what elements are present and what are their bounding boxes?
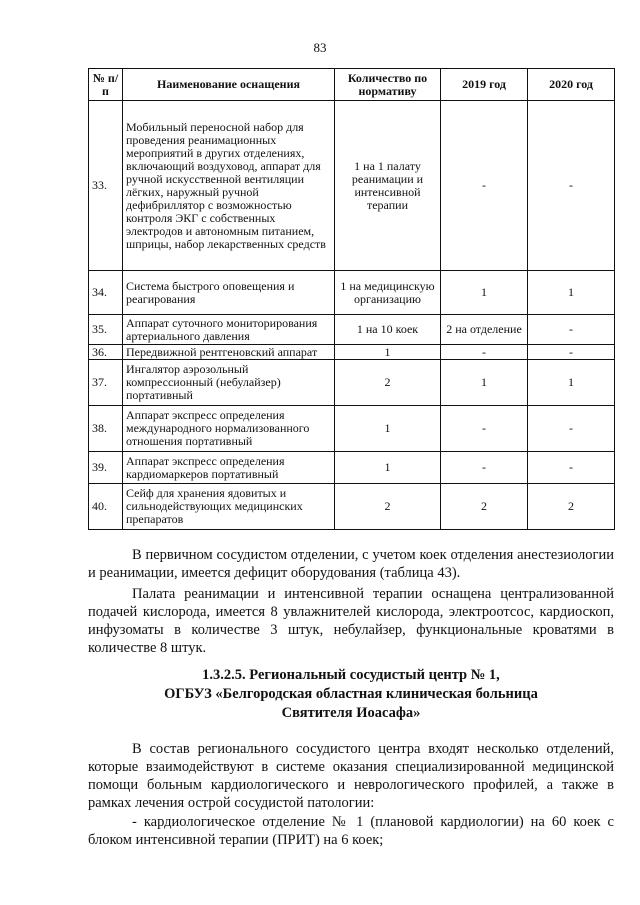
table-row xyxy=(89,360,615,406)
table-row xyxy=(89,484,615,530)
header-num: № п/п xyxy=(89,69,123,101)
row-2019: 2 на отделение xyxy=(441,315,528,345)
row-norm: 1 xyxy=(335,452,441,484)
row-norm: 1 xyxy=(335,406,441,452)
list-item-cardiology: - кардиологическое отделение № 1 (плановой кардиологии) на 60 коек с блоком интенсивной терапии (ПРИТ) на 6 коек; xyxy=(88,814,614,848)
row-norm: 2 xyxy=(335,360,441,406)
table-header-row xyxy=(89,69,615,101)
row-num: 35. xyxy=(89,315,123,345)
table-row xyxy=(89,271,615,315)
row-name: Ингалятор аэрозольный компрессионный (небулайзер) портативный xyxy=(123,360,335,406)
row-2019: - xyxy=(441,406,528,452)
row-2019: - xyxy=(441,345,528,360)
row-name: Аппарат экспресс определения кардиомаркеров портативный xyxy=(123,452,335,484)
row-2019: - xyxy=(441,101,528,271)
row-num: 40. xyxy=(89,484,123,530)
row-name: Мобильный переносной набор для проведения реанимационных мероприятий в других отделениях, включающий воздуховод, аппарат для ручной искусственной вентиляции лёгких, наружный ручной дефибриллятор с возможностью контроля ЭКГ с собственных электродов и автономным питанием, шприцы, набор лекарственных средств xyxy=(123,101,335,271)
row-name: Аппарат суточного мониторирования артериального давления xyxy=(123,315,335,345)
row-2019: 1 xyxy=(441,360,528,406)
page-number: 83 xyxy=(313,40,327,55)
section-heading xyxy=(88,666,614,723)
row-2020: - xyxy=(528,345,615,360)
heading-line: 1.3.2.5. Региональный сосудистый центр № 1, xyxy=(202,667,500,683)
table-row xyxy=(89,406,615,452)
row-num: 39. xyxy=(89,452,123,484)
row-num: 37. xyxy=(89,360,123,406)
row-2020: - xyxy=(528,315,615,345)
row-num: 36. xyxy=(89,345,123,360)
row-2019: 2 xyxy=(441,484,528,530)
row-name: Передвижной рентгеновский аппарат xyxy=(123,345,335,360)
row-2020: 2 xyxy=(528,484,615,530)
row-2020: 1 xyxy=(528,271,615,315)
row-norm: 1 на 10 коек xyxy=(335,315,441,345)
row-2020: - xyxy=(528,452,615,484)
table-row xyxy=(89,452,615,484)
heading-line: Святителя Иоасафа» xyxy=(281,705,421,721)
header-name: Наименование оснащения xyxy=(123,69,335,101)
row-name: Аппарат экспресс определения международного нормализованного отношения портативный xyxy=(123,406,335,452)
row-norm: 1 на медицинскую организацию xyxy=(335,271,441,315)
row-num: 34. xyxy=(89,271,123,315)
header-2020: 2020 год xyxy=(528,69,615,101)
row-2020: - xyxy=(528,101,615,271)
table-row xyxy=(89,101,615,271)
table-row xyxy=(89,315,615,345)
row-name: Система быстрого оповещения и реагирования xyxy=(123,271,335,315)
table-row xyxy=(89,345,615,360)
header-norm: Количество по нормативу xyxy=(335,69,441,101)
row-2020: - xyxy=(528,406,615,452)
row-num: 38. xyxy=(89,406,123,452)
row-2020: 1 xyxy=(528,360,615,406)
row-norm: 1 xyxy=(335,345,441,360)
paragraph-icu-equipment: Палата реанимации и интенсивной терапии оснащена централизованной подачей кислорода, имеется 8 увлажнителей кислорода, электроотсос, кардиоскоп, инфузоматы в количестве 3 штук, небулайзер, функциональные кроватями в количестве 8 штук. xyxy=(88,586,614,656)
header-2019: 2019 год xyxy=(441,69,528,101)
row-2019: 1 xyxy=(441,271,528,315)
row-norm: 1 на 1 палату реанимации и интенсивной терапии xyxy=(335,101,441,271)
paragraph-center-structure: В состав регионального сосудистого центра входят несколько отделений, которые взаимодействуют в системе оказания специализированной медицинской помощи больным кардиологического и неврологического профилей, а также в рамках лечения острой сосудистой патологии: xyxy=(88,741,614,811)
row-norm: 2 xyxy=(335,484,441,530)
row-num: 33. xyxy=(89,101,123,271)
row-name: Сейф для хранения ядовитых и сильнодействующих медицинских препаратов xyxy=(123,484,335,530)
row-2019: - xyxy=(441,452,528,484)
heading-line: ОГБУЗ «Белгородская областная клиническая больница xyxy=(164,686,538,702)
equipment-table xyxy=(88,68,615,530)
paragraph-deficit: В первичном сосудистом отделении, с учетом коек отделения анестезиологии и реанимации, имеется дефицит оборудования (таблица 43). xyxy=(88,547,614,581)
